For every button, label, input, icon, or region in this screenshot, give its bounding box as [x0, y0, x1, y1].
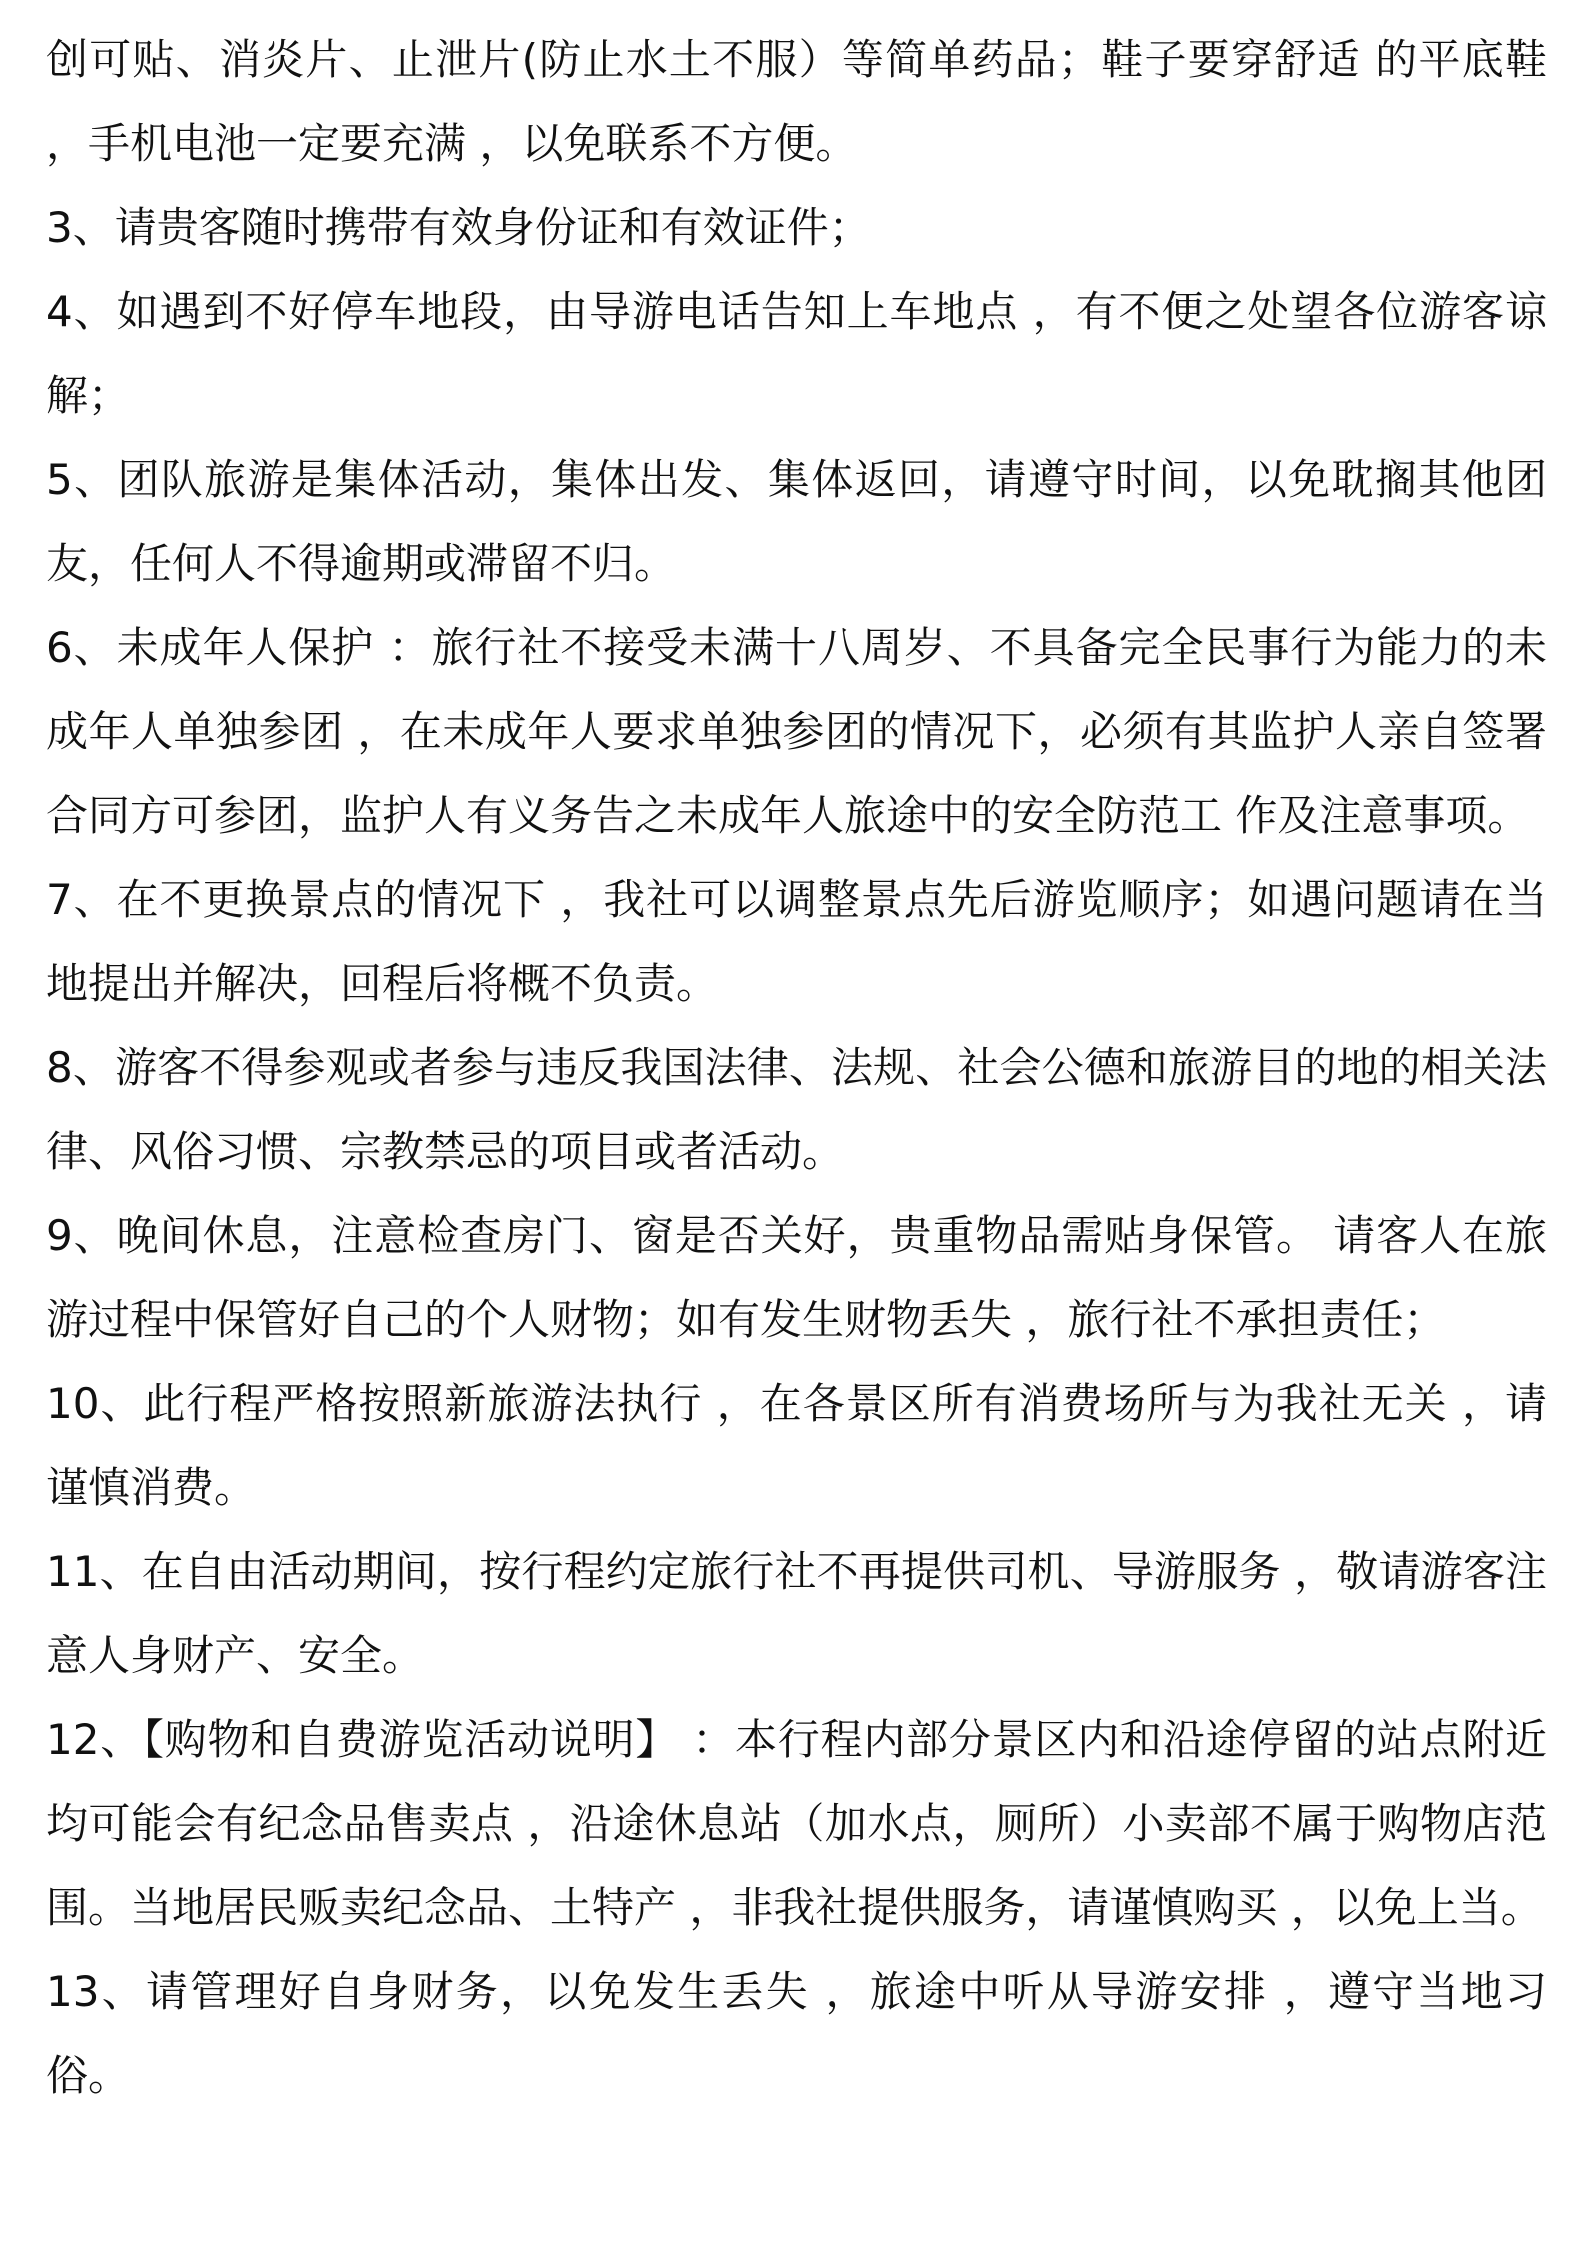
- paragraph-item-7: 7、在不更换景点的情况下 ，我社可以调整景点先后游览顺序；如遇问题请在当地提出并解决，回程后将概不负责。: [46, 875, 1547, 1008]
- paragraph-item-10: 10、此行程严格按照新旅游法执行 ，在各景区所有消费场所与为我社无关 ，请谨慎消费。: [46, 1379, 1547, 1512]
- paragraph-item-6: 6、未成年人保护 ：旅行社不接受未满十八周岁、不具备完全民事行为能力的未成年人单独参团 ，在未成年人要求单独参团的情况下，必须有其监护人亲自签署合同方可参团，监护人有义务告之未成年人旅途中的安全防范工 作及注意事项。: [46, 623, 1547, 840]
- paragraph-item-3: 3、请贵客随时携带有效身份证和有效证件；: [46, 203, 871, 252]
- paragraph-packing-tips: 创可贴、消炎片、止泄片(防止水土不服）等简单药品；鞋子要穿舒适 的平底鞋 ，手机电池一定要充满 ，以免联系不方便。: [46, 35, 1547, 168]
- paragraph-item-8: 8、游客不得参观或者参与违反我国法律、法规、社会公德和旅游目的地的相关法律、风俗习惯、宗教禁忌的项目或者活动。: [46, 1043, 1547, 1176]
- paragraph-item-4: 4、如遇到不好停车地段，由导游电话告知上车地点 ，有不便之处望各位游客谅解；: [46, 287, 1547, 420]
- paragraph-item-5: 5、团队旅游是集体活动，集体出发、集体返回，请遵守时间，以免耽搁其他团友，任何人不得逾期或滞留不归。: [46, 455, 1547, 588]
- paragraph-item-13: 13、请管理好自身财务，以免发生丢失 ，旅途中听从导游安排 ，遵守当地习俗。: [46, 1967, 1547, 2100]
- paragraph-item-9: 9、晚间休息，注意检查房门、窗是否关好，贵重物品需贴身保管。 请客人在旅游过程中保管好自己的个人财物；如有发生财物丢失 ，旅行社不承担责任；: [46, 1211, 1547, 1344]
- paragraph-item-11: 11、在自由活动期间，按行程约定旅行社不再提供司机、导游服务 ，敬请游客注意人身财产、安全。: [46, 1547, 1547, 1680]
- paragraph-item-12: 12、【购物和自费游览活动说明】 ：本行程内部分景区内和沿途停留的站点附近均可能会有纪念品售卖点 ，沿途休息站（加水点，厕所）小卖部不属于购物店范围。当地居民贩卖纪念品、土特产 ，非我社提供服务，请谨慎购买 ，以免上当。: [46, 1715, 1547, 1932]
